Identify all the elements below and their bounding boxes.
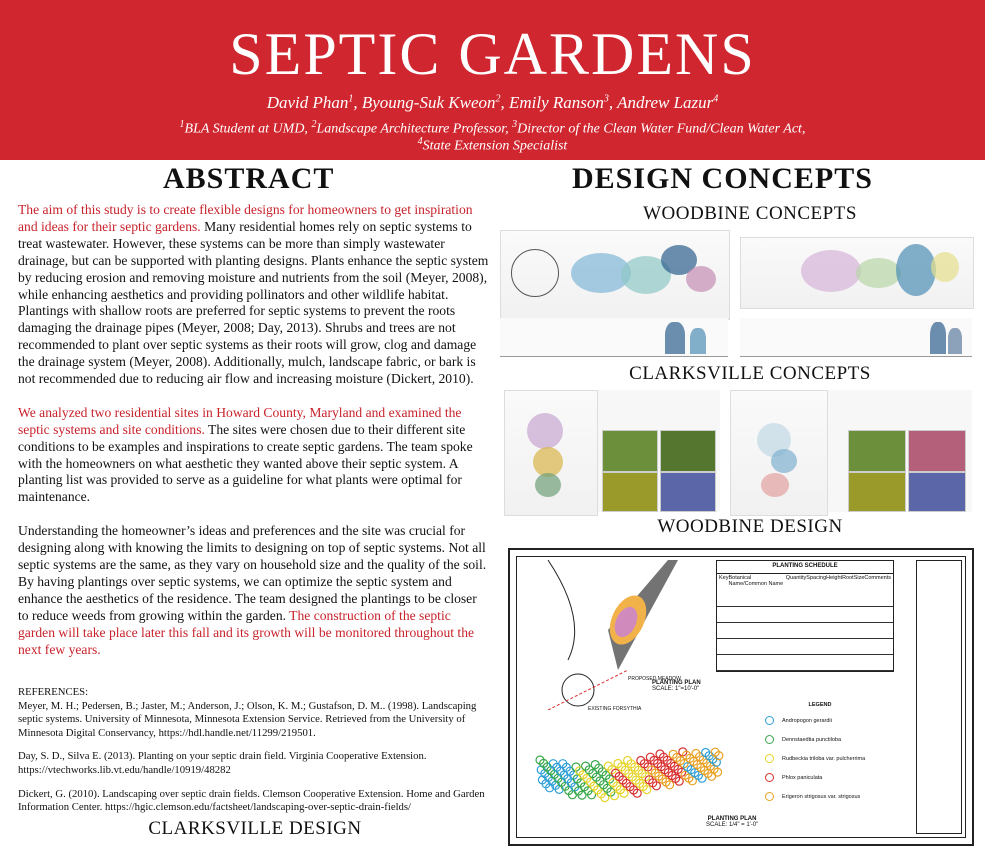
clarksville-concept-plan-2 bbox=[730, 390, 828, 516]
plan-label-2: PLANTING PLAN SCALE: 1/4" = 1'-0" bbox=[706, 816, 759, 828]
legend-title: LEGEND bbox=[808, 702, 832, 708]
plant-legend bbox=[765, 702, 875, 811]
woodbine-concept-sketch-2 bbox=[740, 237, 974, 309]
reference-item: Meyer, M. H.; Pedersen, B.; Jaster, M.; Anderson, J.; Olson, K. M.; Gustafson, D. M.. (1998). Landscaping septic systems. University of Minnesota, Minnesota Extension Service. Retrieved from the University of Minnesota Digital Conservancy, https://hdl.handle.net/11299/219501. bbox=[18, 699, 477, 739]
legend-item bbox=[765, 716, 875, 725]
existing-forsythia-label: EXISTING FORSYTHIA bbox=[588, 706, 642, 712]
reference-item: Day, S. D., Silva E. (2013). Planting on your septic drain field. Virginia Cooperative Extension. https://vtechworks.lib.vt.edu/handle/10919/48282 bbox=[18, 750, 427, 776]
design-concepts-heading: DESIGN CONCEPTS bbox=[572, 162, 873, 195]
abstract-paragraph: Understanding the homeowner’s ideas and preferences and the site was crucial for designing along with knowing the limits to designing on top of septic systems. Not all septic systems are the same, as they vary on household size and the quality of the soil. By having plantings over septic systems, we can optimize the septic system and enhance the aesthetics of the residence. The team designed the plantings to be closer to reduce weeds from growing within the garden. The construction of the septic garden will take place later this fall and its growth will be monitored throughout the next few years. bbox=[18, 523, 487, 657]
planting-bed-detail bbox=[528, 718, 748, 828]
affiliations-line-2: $^4$State Extension Specialist bbox=[417, 136, 568, 154]
woodbine-concept-sketch-1 bbox=[500, 230, 730, 320]
legend-swatch-icon bbox=[765, 754, 774, 763]
legend-label: Rudbeckia triloba var. pulcherrima bbox=[782, 755, 866, 762]
references-heading: REFERENCES: bbox=[18, 686, 89, 698]
legend-swatch-icon bbox=[765, 792, 774, 801]
author: Andrew Lazur bbox=[617, 93, 714, 112]
legend-label: Dennstaedtia punctiloba bbox=[782, 736, 842, 743]
legend-swatch-icon bbox=[765, 716, 774, 725]
author: David Phan bbox=[266, 93, 349, 112]
abstract-body bbox=[18, 202, 490, 675]
legend-swatch-icon bbox=[765, 773, 774, 782]
clarksville-design-caption: CLARKSVILLE DESIGN bbox=[148, 818, 362, 839]
reference-item: Dickert, G. (2010). Landscaping over septic drain fields. Clemson Cooperative Extension. Home and Garden Information Center. https://hgic.clemson.edu/factsheet/landscaping-over-septic-drain-fields/ bbox=[18, 787, 485, 814]
schedule-header-row: Key Botanical Name/Common Name Quantity Spacing Height Root Size Comments bbox=[719, 575, 891, 587]
title-block bbox=[916, 560, 962, 834]
legend-item bbox=[765, 773, 875, 782]
planting-schedule bbox=[716, 560, 894, 672]
legend-item bbox=[765, 792, 875, 801]
clarksville-concepts-caption: CLARKSVILLE CONCEPTS bbox=[629, 363, 871, 384]
legend-label: Phlox paniculata bbox=[782, 774, 823, 781]
clarksville-concept-photos-1 bbox=[598, 390, 720, 512]
author-list: David Phan$^1$, Byoung-Suk Kweon$^2$, Emily Ranson$^3$, Andrew Lazur$^4$ bbox=[266, 93, 719, 112]
abstract-paragraph: The aim of this study is to create flexible designs for homeowners to get inspiration and ideas for their septic gardens. Many residential homes rely on septic systems to treat wastewater. However, these systems can be more than simply wastewater drainage, but can be supported with planting designs. Plants enhance the septic system by reducing erosion and removing moisture and nutrients from the soil (Meyer, 2008), while enhancing aesthetics and providing pollinators and other wildlife habitat. Plantings with shallow roots are preferred for septic systems to prevent the roots damaging the drainage pipes (Meyer, 2008; Day, 2013). Shrubs and trees are not recommended to plant over septic systems as their roots will grow, clog and damage the drainage system (Meyer, 2008). Additionally, mulch, landscape fabric, or bark is not recommended due to reducing air flow and increasing moisture (Dickert, 2010). bbox=[18, 202, 489, 387]
plan-label-1: PLANTING PLAN SCALE: 1"=10'-0" bbox=[652, 680, 701, 692]
legend-label: Andropogon gerardii bbox=[782, 717, 832, 724]
clarksville-concept-plan-1 bbox=[504, 390, 598, 516]
legend-swatch-icon bbox=[765, 735, 774, 744]
legend-item bbox=[765, 754, 875, 763]
abstract-heading: ABSTRACT bbox=[163, 162, 335, 195]
author: Byoung-Suk Kweon bbox=[361, 93, 496, 112]
woodbine-concepts-caption: WOODBINE CONCEPTS bbox=[643, 203, 857, 224]
author: Emily Ranson bbox=[508, 93, 604, 112]
legend-item bbox=[765, 735, 875, 744]
woodbine-section-2 bbox=[740, 318, 972, 357]
legend-label: Erigeron strigosus var. strigosus bbox=[782, 793, 861, 800]
title-banner bbox=[0, 0, 985, 160]
clarksville-concept-photos-2 bbox=[828, 390, 972, 512]
woodbine-section-1 bbox=[500, 318, 728, 357]
abstract-paragraph: We analyzed two residential sites in Howard County, Maryland and examined the septic systems and site conditions. The sites were chosen due to their different site conditions to be examples and inspirations to create septic gardens. The team spoke with the homeowners on what aesthetic they wanted above their septic system. A planting list was provided to serve as a guideline for what plants were optimal for maintenance. bbox=[18, 404, 473, 505]
poster-title: SEPTIC GARDENS bbox=[229, 21, 756, 87]
woodbine-design-caption: WOODBINE DESIGN bbox=[657, 516, 843, 537]
proposed-meadow-label: PROPOSED MEADOW bbox=[628, 676, 681, 682]
references bbox=[18, 686, 490, 825]
planting-plan-drawing bbox=[508, 548, 974, 846]
affiliations-line-1: $^1$BLA Student at UMD, $^2$Landscape Architecture Professor, $^3$Director of the Clean Water Fund/Clean Water Act, bbox=[179, 119, 806, 137]
schedule-title: PLANTING SCHEDULE bbox=[772, 563, 838, 569]
